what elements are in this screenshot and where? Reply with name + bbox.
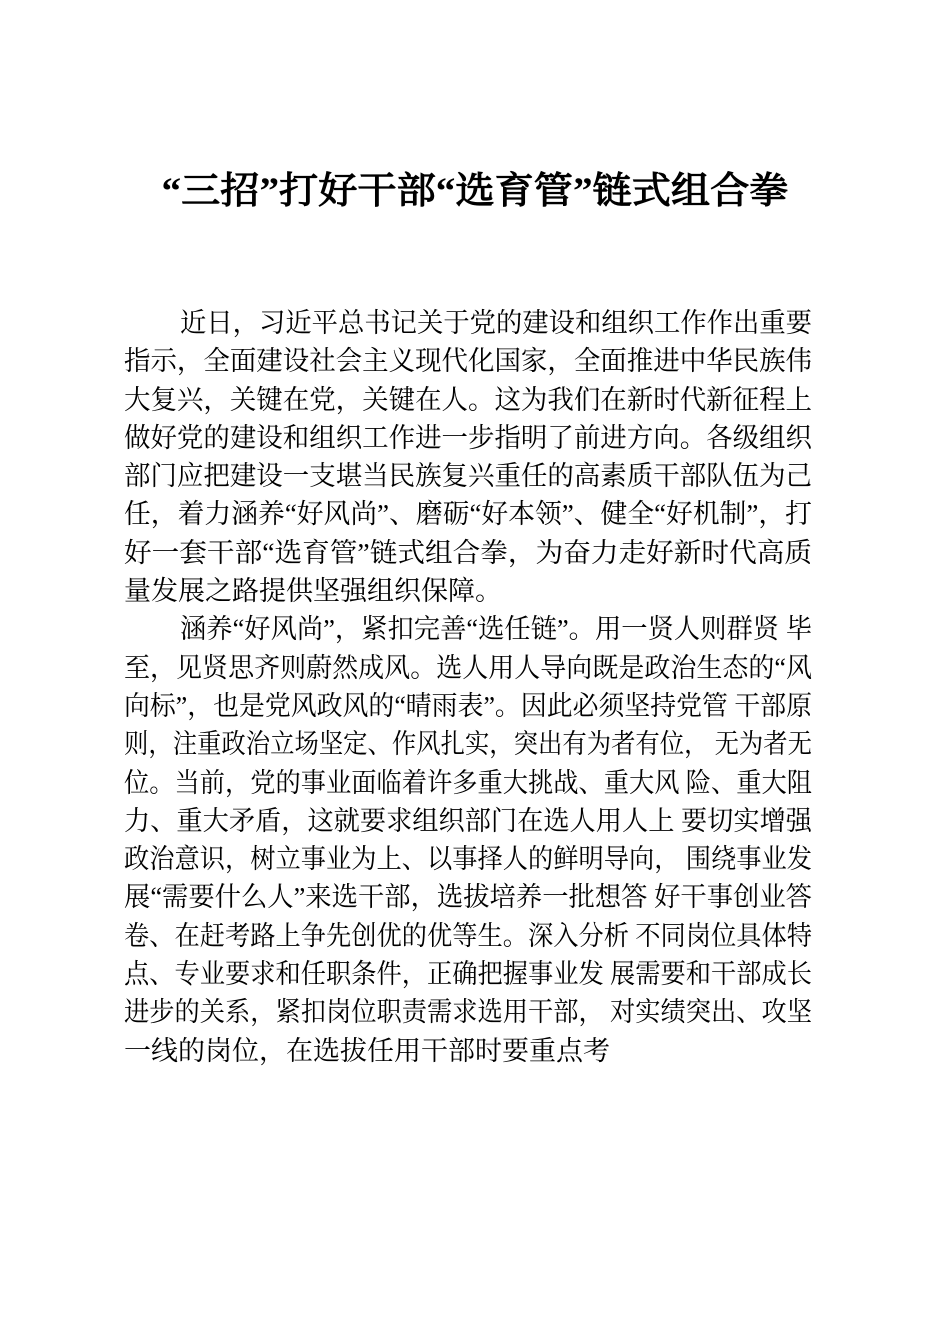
text-line-content: 进步的关系，紧扣岗位职责需求选用干部， 对实绩突出、攻坚: [124, 997, 812, 1028]
document-body: [124, 304, 812, 1070]
text-line: [124, 725, 812, 763]
text-line-content: 则，注重政治立场坚定、作风扎实，突出有为者有位， 无为者无: [124, 729, 812, 760]
text-line-content: 涵养“好风尚”，紧扣完善“选任链”。用一贤人则群贤 毕: [180, 614, 812, 645]
text-line: [124, 802, 812, 840]
text-line: [124, 457, 812, 495]
text-line: [124, 840, 812, 878]
text-line-content: 力、重大矛盾，这就要求组织部门在选人用人上 要切实增强: [124, 805, 812, 836]
text-line: [124, 304, 812, 342]
text-line-content: 点、专业要求和任职条件，正确把握事业发 展需要和干部成长: [124, 959, 812, 990]
text-line-content: 卷、在赶考路上争先创优的优等生。深入分析 不同岗位具体特: [124, 920, 812, 951]
text-line-content: 位。当前，党的事业面临着许多重大挑战、重大风 险、重大阻: [124, 767, 812, 798]
text-line: [124, 917, 812, 955]
text-line-content: 部门应把建设一支堪当民族复兴重任的高素质干部队伍为己: [124, 461, 812, 492]
text-line-content: 政治意识，树立事业为上、以事择人的鲜明导向， 围绕事业发: [124, 844, 812, 875]
text-line-content: 向标”，也是党风政风的“晴雨表”。因此必须坚持党管 干部原: [124, 690, 812, 721]
text-line-content: 展“需要什么人”来选干部，选拔培养一批想答 好干事创业答: [124, 882, 812, 913]
text-line: [124, 419, 812, 457]
text-line: [124, 534, 812, 572]
text-line-content: 任，着力涵养“好风尚”、磨砺“好本领”、健全“好机制”，打: [124, 499, 812, 530]
text-line: [124, 1032, 812, 1070]
text-line-content: 一线的岗位，在选拔任用干部时要重点考: [124, 1035, 610, 1066]
text-line: [124, 610, 812, 648]
text-line: [124, 764, 812, 802]
text-line: [124, 649, 812, 687]
text-line: [124, 342, 812, 380]
document-title: [0, 170, 950, 214]
text-line: [124, 572, 812, 610]
text-line: [124, 878, 812, 916]
text-line-content: 做好党的建设和组织工作进一步指明了前进方向。各级组织: [124, 422, 812, 453]
text-line-content: 大复兴，关键在党，关键在人。这为我们在新时代新征程上: [124, 384, 812, 415]
text-line: [124, 381, 812, 419]
text-line-content: 近日，习近平总书记关于党的建设和组织工作作出重要: [180, 308, 812, 338]
text-line: [124, 993, 812, 1031]
text-line-content: 指示，全面建设社会主义现代化国家，全面推进中华民族伟: [124, 346, 812, 377]
text-line-content: 量发展之路提供坚强组织保障。: [124, 576, 502, 607]
text-line-content: 至，见贤思齐则蔚然成风。选人用人导向既是政治生态的“风: [124, 652, 812, 683]
text-line: [124, 955, 812, 993]
text-line-content: 好一套干部“选育管”链式组合拳，为奋力走好新时代高质: [124, 537, 812, 568]
text-line: [124, 687, 812, 725]
document-title-text: “三招”打好干部“选育管”链式组合拳: [161, 171, 789, 212]
text-line: [124, 495, 812, 533]
